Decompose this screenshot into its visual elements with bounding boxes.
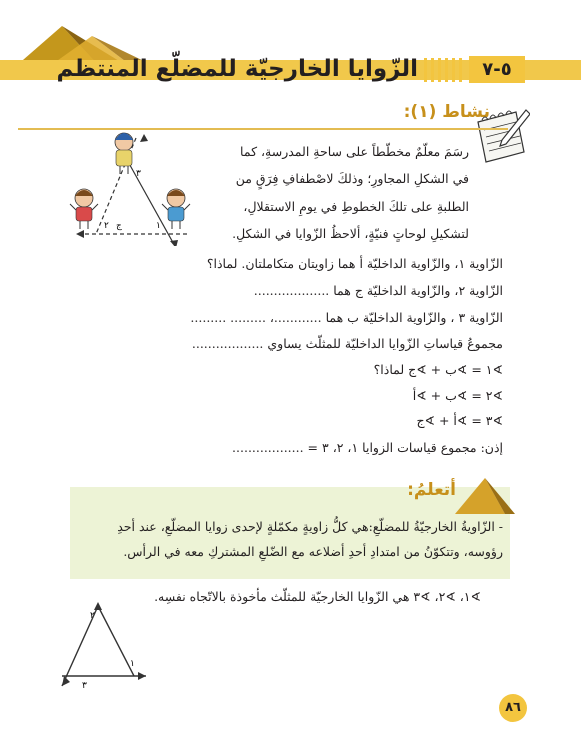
exterior-angles-statement: ∢١، ∢٢، ∢٣ هي الزّوايا الخارجيّة للمثلّث مأخوذة بالاتّجاه نفسِه. <box>154 589 481 604</box>
question-line-8: إذن: مجموع قياسات الزوايا ١، ٢، ٣ = .................. <box>232 440 503 455</box>
question-line-6: ∢٢ = ∢ب + ∢أ <box>412 388 503 403</box>
question-line-5: ∢١ = ∢ب + ∢ج لماذا؟ <box>373 362 503 377</box>
question-line-2: الزّاوية ٢، والزّاوية الداخليّة ج هما ................... <box>253 283 503 298</box>
question-line-1: الزّاوية ١، والزّاوية الداخليّة أ هما زاويتان متكاملتان. لماذا؟ <box>206 256 503 271</box>
activity-paragraph-line-1: رسَمَ معلّمٌ مخطّطاً على ساحةِ المدرسةِ، كما <box>240 144 469 159</box>
activity-paragraph-line-3: الطلبةِ على تلكَ الخطوطِ في يومِ الاستقلالِ، <box>243 199 469 214</box>
page-number: ٨٦ <box>505 700 521 715</box>
bottom-figure-label-3: ٣ <box>82 681 87 691</box>
figure-label-right: ١ <box>156 221 161 231</box>
header-stripes <box>424 58 466 82</box>
activity-paragraph-line-2: في الشكلِ المجاورِ؛ وذلكَ لاصْطفافِ فِرَقٍ من <box>235 171 469 186</box>
figure-label-top: ٣ <box>136 169 141 179</box>
learn-definition-line-2: رؤوسه، وتتكوّنُ من امتدادِ أحدِ أضلاعه مع الضّلعِ المشتركِ معه في الرأس. <box>123 544 503 559</box>
figure-label-bottom: ج <box>116 221 122 231</box>
section-number: ٥-٧ <box>482 59 512 80</box>
schoolyard-triangle-figure <box>66 128 196 246</box>
notepad-pencil-icon <box>470 104 530 166</box>
learn-title: أتعلمُ: <box>407 480 456 500</box>
learn-pyramid-decoration <box>455 474 515 514</box>
activity-title: نشاط (١): <box>403 102 490 122</box>
question-line-3: الزّاوية ٣ ، والزّاوية الداخليّة ب هما ............، ......... ......... <box>190 310 503 325</box>
bottom-figure-label-1: ١ <box>130 659 135 669</box>
question-line-4: مجموعُ قياساتِ الزّوايا الداخليّة للمثلّث يساوي .................. <box>191 336 503 351</box>
bottom-figure-label-2: ٢ <box>90 611 95 621</box>
figure-label-left: ٢ <box>104 221 109 231</box>
learn-definition-line-1: - الزّاويةُ الخارجيّةُ للمضلّعِ:هي كلُّ زاويةٍ مكمّلةٍ لإحدى زوايا المضلّعِ، عند أحدِ <box>117 519 503 534</box>
question-line-7: ∢٣ = ∢أ + ∢ج <box>416 413 503 428</box>
page-title: الزّوايا الخارجيّة للمضلّع المنتظم <box>56 56 418 82</box>
exterior-angles-triangle-figure <box>58 596 158 692</box>
activity-paragraph-line-4: لتشكيلِ لوحاتٍ فنيّةٍ، ألاحظُ الزّوايا في الشكلِ. <box>232 226 469 241</box>
